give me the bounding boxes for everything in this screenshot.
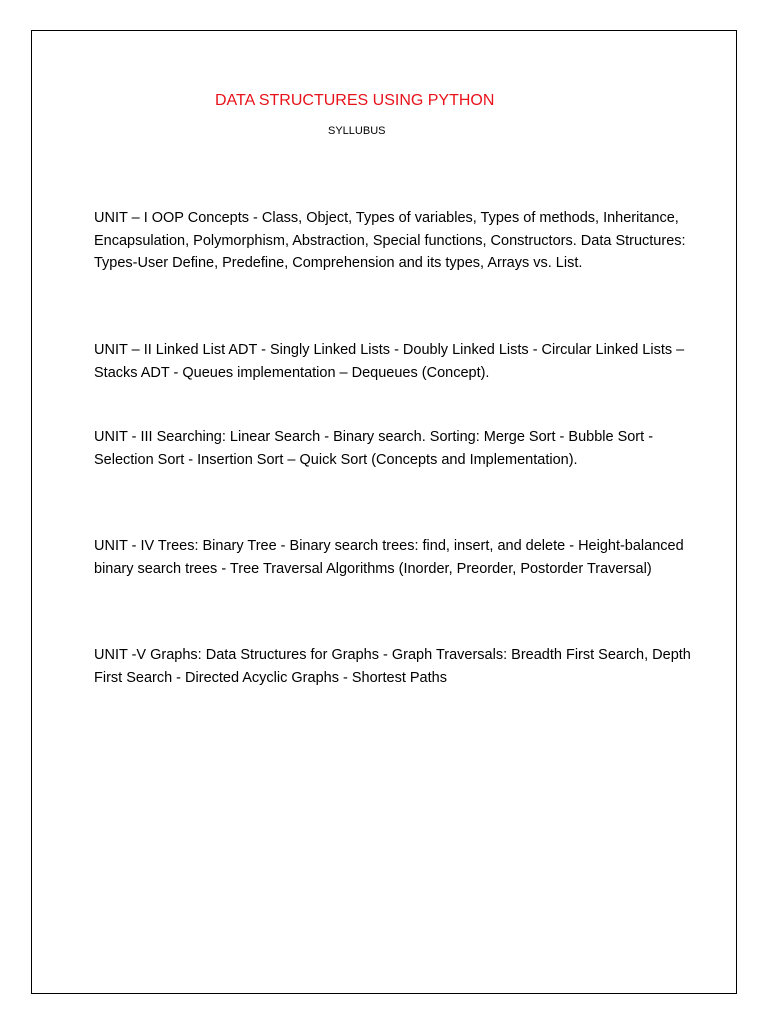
- unit-1-paragraph: UNIT – I OOP Concepts - Class, Object, Types of variables, Types of methods, Inheritance, Encapsulation, Polymorphism, Abstraction, Special functions, Constructors. Data Structures: Types-User Define, Predefine, Comprehension and its types, Arrays vs. List.: [94, 210, 686, 271]
- page-border: [31, 30, 737, 994]
- unit-2-paragraph: UNIT – II Linked List ADT - Singly Linked Lists - Doubly Linked Lists - Circular Linked Lists – Stacks ADT - Queues implementation – Dequeues (Concept).: [94, 342, 685, 381]
- unit-4-paragraph: UNIT - IV Trees: Binary Tree - Binary search trees: find, insert, and delete - Height-balanced binary search trees - Tree Traversal Algorithms (Inorder, Preorder, Postorder Traversal): [94, 538, 684, 577]
- document-title: DATA STRUCTURES USING PYTHON: [215, 92, 495, 109]
- unit-5-paragraph: UNIT -V Graphs: Data Structures for Graphs - Graph Traversals: Breadth First Search, Depth First Search - Directed Acyclic Graphs - Shortest Paths: [94, 647, 691, 686]
- unit-3-paragraph: UNIT - III Searching: Linear Search - Binary search. Sorting: Merge Sort - Bubble Sort - Selection Sort - Insertion Sort – Quick Sort (Concepts and Implementation).: [94, 429, 654, 468]
- document-subtitle: SYLLUBUS: [328, 125, 386, 137]
